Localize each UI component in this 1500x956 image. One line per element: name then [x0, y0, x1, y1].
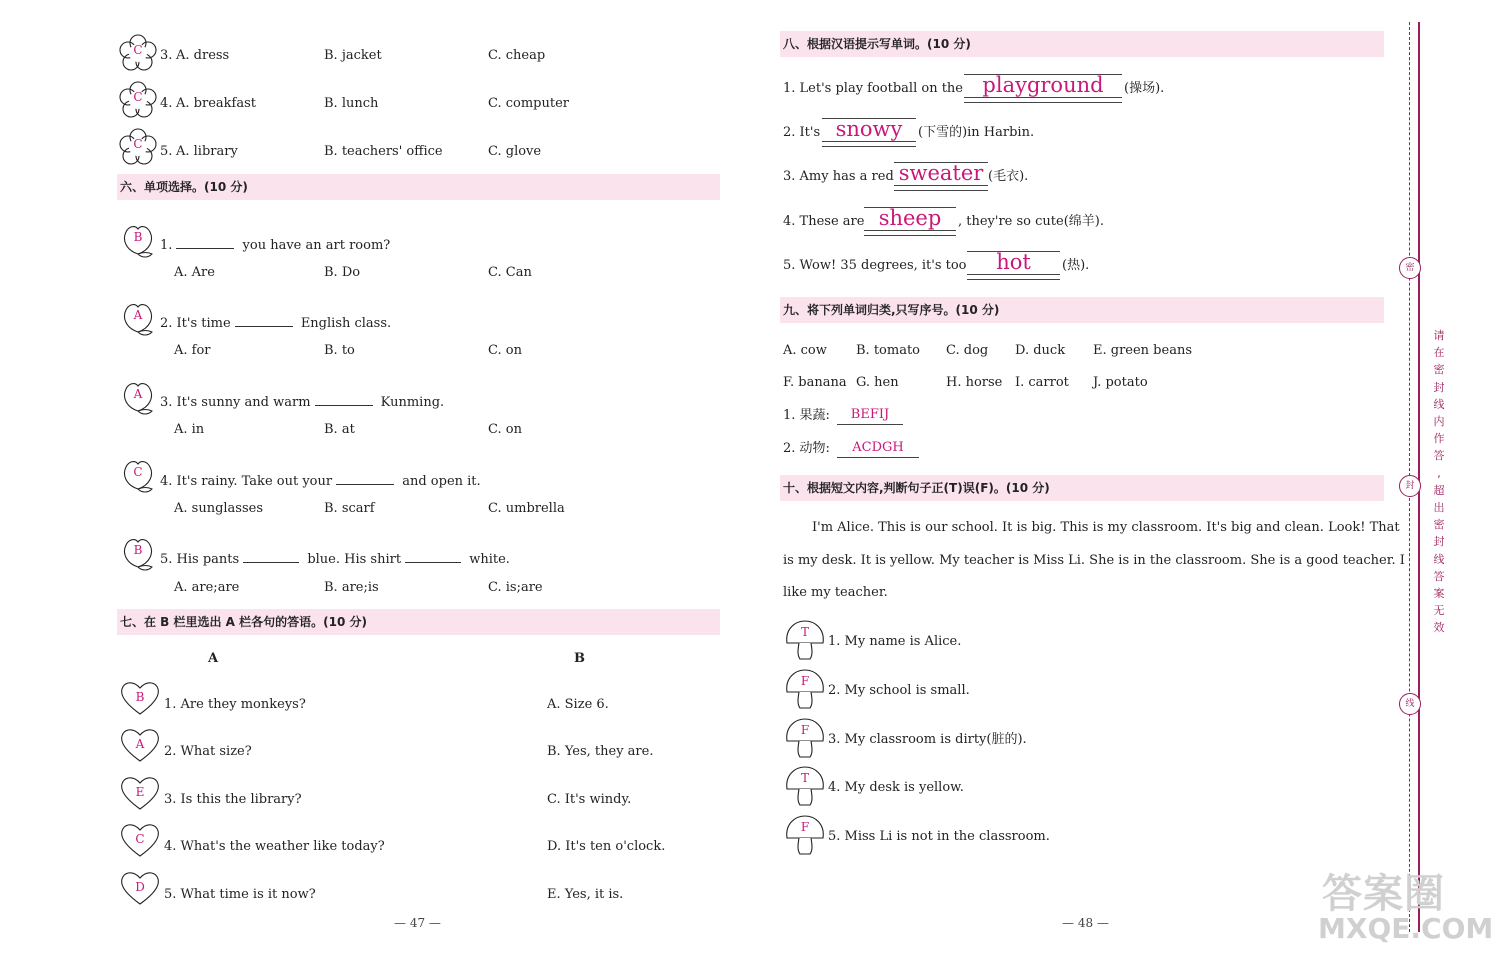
answer-letter: A — [133, 308, 143, 322]
option-c: C. on — [488, 343, 522, 358]
margin-char: 密 — [1433, 363, 1445, 377]
section6-header: 六、单项选择。(10 分) — [117, 174, 720, 200]
option-a: A. breakfast — [176, 96, 256, 111]
flower-badge-icon — [118, 80, 158, 120]
word-option: E. green beans — [1093, 343, 1192, 358]
column-b-option: B. Yes, they are. — [547, 744, 654, 759]
question-stem: 3. It's sunny and warm Kunming. — [160, 395, 445, 410]
written-answer: sweater — [898, 161, 984, 185]
column-b-option: A. Size 6. — [547, 697, 609, 712]
option-c: C. computer — [488, 96, 570, 111]
watermark-url: MXQE.COM — [1318, 912, 1494, 945]
column-a-question: 2. What size? — [164, 744, 252, 759]
peach-badge-icon — [118, 220, 158, 260]
answer-letter: C — [133, 465, 143, 479]
option-b: B. to — [324, 343, 355, 358]
option-c: C. Can — [488, 265, 532, 280]
answer-letter: T — [800, 625, 809, 639]
margin-char: 超 — [1433, 483, 1445, 497]
heart-badge-icon — [118, 868, 158, 908]
answer-letter: T — [800, 771, 809, 785]
option-a: A. in — [174, 422, 205, 437]
word-option: J. potato — [1093, 375, 1148, 390]
peach-badge-icon — [118, 533, 158, 573]
margin-char: 在 — [1433, 346, 1445, 360]
margin-char: 答 — [1433, 569, 1445, 583]
heart-badge-icon — [118, 773, 158, 813]
seal-mark: 线 — [1399, 693, 1421, 715]
option-b: B. jacket — [324, 48, 382, 63]
option-c: C. umbrella — [488, 501, 565, 516]
option-b: B. teachers' office — [324, 144, 443, 159]
word-option: F. banana — [783, 375, 847, 390]
margin-char: 出 — [1433, 501, 1445, 514]
margin-char: 案 — [1433, 587, 1445, 600]
judge-statement: 3. My classroom is dirty(脏的). — [828, 732, 1027, 747]
judge-statement: 2. My school is small. — [828, 683, 970, 698]
margin-char: , — [1437, 466, 1441, 480]
answer-letter: B — [133, 543, 143, 557]
answer-letter: E — [135, 785, 145, 799]
option-a: A. library — [176, 144, 238, 159]
option-a: A. sunglasses — [174, 501, 264, 516]
item-number: 4. — [160, 96, 173, 111]
answer-letter: C — [133, 137, 143, 151]
margin-char: 封 — [1433, 535, 1445, 549]
category-label: 2. 动物: — [783, 441, 830, 456]
question-stem: 4. It's rainy. Take out your and open it. — [160, 474, 481, 489]
written-answer: snowy — [835, 117, 903, 141]
category-label: 1. 果蔬: — [783, 408, 830, 423]
seal-mark: 密 — [1399, 257, 1421, 279]
column-a-question: 5. What time is it now? — [164, 887, 316, 902]
column-b-option: E. Yes, it is. — [547, 887, 624, 902]
flower-badge-icon — [118, 127, 158, 167]
option-a: A. dress — [176, 48, 230, 63]
fill-sentence-after: (操场). — [1124, 81, 1165, 96]
margin-char: 密 — [1433, 518, 1445, 532]
column-a-question: 1. Are they monkeys? — [164, 697, 306, 712]
mushroom-badge-icon — [783, 668, 823, 710]
column-a-label: A — [208, 651, 219, 666]
word-option: I. carrot — [1015, 375, 1069, 390]
answer-letter: C — [135, 832, 145, 846]
option-c: C. on — [488, 422, 522, 437]
option-a: A. Are — [174, 265, 215, 280]
word-option: C. dog — [946, 343, 989, 358]
peach-badge-icon — [118, 377, 158, 417]
option-b: B. scarf — [324, 501, 375, 516]
category-answer: BEFIJ — [850, 407, 890, 422]
item-number: 5. — [160, 144, 173, 159]
judge-statement: 1. My name is Alice. — [828, 634, 962, 649]
option-b: B. lunch — [324, 96, 379, 111]
fill-sentence-before: 1. Let's play football on the — [783, 81, 964, 96]
heart-badge-icon — [118, 820, 158, 860]
answer-letter: F — [800, 674, 810, 688]
word-option: A. cow — [783, 343, 827, 358]
peach-badge-icon — [118, 298, 158, 338]
passage-line: like my teacher. — [783, 585, 888, 600]
written-answer: playground — [982, 73, 1104, 97]
category-answer: ACDGH — [852, 440, 904, 455]
option-b: B. are;is — [324, 580, 379, 595]
page-number-left: — 47 — — [394, 916, 441, 930]
section8-header: 八、根据汉语提示写单词。(10 分) — [780, 31, 1384, 57]
word-option: B. tomato — [856, 343, 920, 358]
written-answer: hot — [996, 250, 1031, 274]
watermark-logo: 答案圈 — [1322, 871, 1445, 917]
margin-char: 封 — [1433, 380, 1445, 394]
fill-sentence-after: (热). — [1062, 258, 1090, 273]
question-stem: 5. His pants blue. His shirt white. — [160, 552, 510, 567]
answer-letter: C — [133, 90, 143, 104]
margin-char: 无 — [1433, 604, 1445, 618]
fill-sentence-before: 3. Amy has a red — [783, 169, 894, 184]
column-b-option: C. It's windy. — [547, 792, 632, 807]
section7-header: 七、在 B 栏里选出 A 栏各句的答语。(10 分) — [117, 609, 720, 635]
judge-statement: 4. My desk is yellow. — [828, 780, 964, 795]
answer-letter: A — [135, 737, 145, 751]
option-c: C. glove — [488, 144, 542, 159]
margin-char: 线 — [1433, 397, 1445, 411]
answer-letter: F — [800, 820, 810, 834]
word-option: D. duck — [1015, 343, 1066, 358]
column-b-option: D. It's ten o'clock. — [547, 839, 666, 854]
column-b-label: B — [574, 651, 585, 666]
option-b: B. Do — [324, 265, 361, 280]
answer-letter: D — [135, 880, 145, 894]
margin-char: 请 — [1433, 329, 1445, 342]
question-stem: 1. you have an art room? — [160, 238, 391, 253]
heart-badge-icon — [118, 725, 158, 765]
passage-line: I'm Alice. This is our school. It is big. This is my classroom. It's big and clean. Look! That — [812, 520, 1400, 535]
mushroom-badge-icon — [783, 717, 823, 759]
peach-badge-icon — [118, 455, 158, 495]
answer-letter: A — [133, 387, 143, 401]
margin-char: 线 — [1433, 552, 1445, 566]
flower-badge-icon — [118, 33, 158, 73]
page-number-right: — 48 — — [1062, 916, 1109, 930]
margin-char: 答 — [1433, 449, 1445, 463]
margin-char: 内 — [1433, 415, 1445, 428]
option-b: B. at — [324, 422, 355, 437]
written-answer: sheep — [878, 206, 942, 230]
option-c: C. cheap — [488, 48, 546, 63]
margin-char: 效 — [1433, 621, 1445, 635]
margin-rule — [1418, 22, 1420, 932]
option-a: A. for — [174, 343, 211, 358]
mushroom-badge-icon — [783, 814, 823, 856]
answer-letter: B — [135, 690, 145, 704]
seal-mark: 封 — [1399, 475, 1421, 497]
fill-sentence-after: (下雪的)in Harbin. — [918, 125, 1035, 140]
section9-header: 九、将下列单词归类,只写序号。(10 分) — [780, 297, 1384, 323]
judge-statement: 5. Miss Li is not in the classroom. — [828, 829, 1050, 844]
fill-sentence-before: 2. It's — [783, 125, 821, 140]
passage-line: is my desk. It is yellow. My teacher is Miss Li. She is in the classroom. She is a good teacher. I — [783, 553, 1405, 568]
fill-sentence-before: 4. These are — [783, 214, 865, 229]
fill-sentence-after: , they're so cute(绵羊). — [958, 214, 1104, 229]
option-c: C. is;are — [488, 580, 543, 595]
word-option: G. hen — [856, 375, 899, 390]
answer-letter: F — [800, 723, 810, 737]
answer-letter: C — [133, 43, 143, 57]
question-stem: 2. It's time English class. — [160, 316, 392, 331]
fill-sentence-after: (毛衣). — [988, 169, 1029, 184]
answer-letter: B — [133, 230, 143, 244]
mushroom-badge-icon — [783, 619, 823, 661]
item-number: 3. — [160, 48, 173, 63]
section10-header: 十、根据短文内容,判断句子正(T)误(F)。(10 分) — [780, 475, 1384, 501]
word-option: H. horse — [946, 375, 1003, 390]
column-a-question: 4. What's the weather like today? — [164, 839, 385, 854]
fill-sentence-before: 5. Wow! 35 degrees, it's too — [783, 258, 967, 273]
heart-badge-icon — [118, 678, 158, 718]
option-a: A. are;are — [174, 580, 240, 595]
mushroom-badge-icon — [783, 765, 823, 807]
margin-char: 作 — [1433, 432, 1445, 446]
column-a-question: 3. Is this the library? — [164, 792, 302, 807]
